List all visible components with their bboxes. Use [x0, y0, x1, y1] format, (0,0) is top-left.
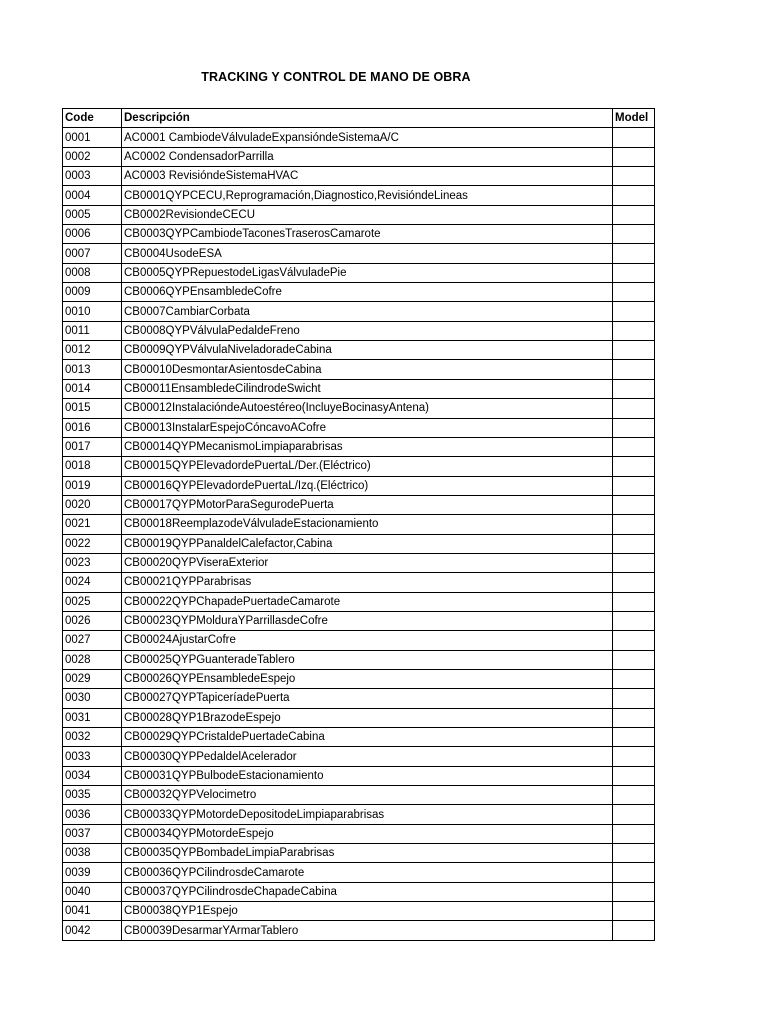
cell-description: CB00035QYPBombadeLimpiaParabrisas [122, 844, 613, 863]
labor-table [62, 108, 655, 941]
table-row [63, 495, 655, 514]
cell-description: CB00011EnsambledeCilindrodeSwicht [122, 379, 613, 398]
cell-model [613, 786, 655, 805]
table-row [63, 650, 655, 669]
cell-model [613, 611, 655, 630]
cell-description: CB00023QYPMolduraYParrillasdeCofre [122, 611, 613, 630]
cell-description: CB0006QYPEnsambledeCofre [122, 283, 613, 302]
cell-model [613, 708, 655, 727]
table-body [63, 128, 655, 940]
cell-description: CB0008QYPVálvulaPedaldeFreno [122, 321, 613, 340]
table-header-row [63, 109, 655, 128]
table-row [63, 553, 655, 572]
table-row [63, 225, 655, 244]
cell-code: 0035 [63, 786, 122, 805]
table-row [63, 379, 655, 398]
cell-description: CB0004UsodeESA [122, 244, 613, 263]
cell-model [613, 805, 655, 824]
cell-description: CB00012InstalacióndeAutoestéreo(IncluyeBocinasyAntena) [122, 399, 613, 418]
cell-code: 0025 [63, 592, 122, 611]
cell-model [613, 321, 655, 340]
cell-model [613, 437, 655, 456]
cell-model [613, 225, 655, 244]
cell-model [613, 592, 655, 611]
table-row [63, 263, 655, 282]
cell-model [613, 128, 655, 147]
cell-code: 0040 [63, 882, 122, 901]
table-row [63, 147, 655, 166]
cell-code: 0023 [63, 553, 122, 572]
cell-model [613, 244, 655, 263]
cell-description: CB00029QYPCristaldePuertadeCabina [122, 728, 613, 747]
table-row [63, 302, 655, 321]
table-row [63, 669, 655, 688]
cell-model [613, 476, 655, 495]
cell-code: 0024 [63, 573, 122, 592]
cell-description: CB00013InstalarEspejoCóncavoACofre [122, 418, 613, 437]
cell-description: CB00036QYPCilindrosdeCamarote [122, 863, 613, 882]
cell-model [613, 302, 655, 321]
cell-model [613, 360, 655, 379]
cell-model [613, 534, 655, 553]
table-row [63, 205, 655, 224]
table-row [63, 418, 655, 437]
table-row [63, 476, 655, 495]
table-row [63, 341, 655, 360]
cell-description: CB00027QYPTapiceríadePuerta [122, 689, 613, 708]
table-row [63, 902, 655, 921]
table-row [63, 186, 655, 205]
cell-description: CB00039DesarmarYArmarTablero [122, 921, 613, 940]
cell-model [613, 747, 655, 766]
cell-model [613, 167, 655, 186]
cell-code: 0012 [63, 341, 122, 360]
cell-model [613, 457, 655, 476]
table-row [63, 321, 655, 340]
cell-description: CB00037QYPCilindrosdeChapadeCabina [122, 882, 613, 901]
cell-code: 0014 [63, 379, 122, 398]
cell-code: 0039 [63, 863, 122, 882]
cell-code: 0037 [63, 824, 122, 843]
table-row [63, 766, 655, 785]
cell-model [613, 844, 655, 863]
table-row [63, 844, 655, 863]
cell-code: 0001 [63, 128, 122, 147]
cell-code: 0042 [63, 921, 122, 940]
cell-description: CB00038QYP1Espejo [122, 902, 613, 921]
cell-description: CB0003QYPCambiodeTaconesTraserosCamarote [122, 225, 613, 244]
cell-description: CB00017QYPMotorParaSegurodePuerta [122, 495, 613, 514]
cell-code: 0011 [63, 321, 122, 340]
table-row [63, 399, 655, 418]
table-row [63, 128, 655, 147]
cell-model [613, 263, 655, 282]
cell-model [613, 399, 655, 418]
cell-model [613, 863, 655, 882]
cell-code: 0027 [63, 631, 122, 650]
table-row [63, 824, 655, 843]
cell-description: CB00028QYP1BrazodeEspejo [122, 708, 613, 727]
cell-description: AC0001 CambiodeVálvuladeExpansióndeSistemaA/C [122, 128, 613, 147]
cell-code: 0019 [63, 476, 122, 495]
column-header-description: Descripción [122, 109, 613, 128]
column-header-model: Model [613, 109, 655, 128]
table-row [63, 283, 655, 302]
cell-model [613, 650, 655, 669]
cell-code: 0031 [63, 708, 122, 727]
table-row [63, 457, 655, 476]
cell-description: CB00026QYPEnsambledeEspejo [122, 669, 613, 688]
cell-description: CB00010DesmontarAsientosdeCabina [122, 360, 613, 379]
cell-model [613, 669, 655, 688]
cell-code: 0021 [63, 515, 122, 534]
table-row [63, 631, 655, 650]
cell-description: CB0001QYPCECU,Reprogramación,Diagnostico,RevisióndeLineas [122, 186, 613, 205]
table-row [63, 611, 655, 630]
cell-description: AC0003 RevisióndeSistemaHVAC [122, 167, 613, 186]
table-row [63, 515, 655, 534]
cell-model [613, 689, 655, 708]
cell-description: CB00020QYPViseraExterior [122, 553, 613, 572]
cell-model [613, 205, 655, 224]
cell-description: CB00016QYPElevadordePuertaL/Izq.(Eléctrico) [122, 476, 613, 495]
cell-description: AC0002 CondensadorParrilla [122, 147, 613, 166]
cell-model [613, 824, 655, 843]
cell-code: 0036 [63, 805, 122, 824]
cell-description: CB00031QYPBulbodeEstacionamiento [122, 766, 613, 785]
cell-model [613, 553, 655, 572]
cell-code: 0006 [63, 225, 122, 244]
cell-model [613, 147, 655, 166]
cell-code: 0009 [63, 283, 122, 302]
table-row [63, 805, 655, 824]
table-row [63, 534, 655, 553]
cell-code: 0004 [63, 186, 122, 205]
cell-model [613, 728, 655, 747]
table-row [63, 573, 655, 592]
cell-code: 0030 [63, 689, 122, 708]
cell-code: 0016 [63, 418, 122, 437]
cell-code: 0022 [63, 534, 122, 553]
table-row [63, 863, 655, 882]
table-row [63, 882, 655, 901]
cell-description: CB00019QYPPanaldelCalefactor,Cabina [122, 534, 613, 553]
cell-description: CB0009QYPVálvulaNiveladoradeCabina [122, 341, 613, 360]
cell-description: CB00025QYPGuanteradeTablero [122, 650, 613, 669]
cell-code: 0003 [63, 167, 122, 186]
table-row [63, 708, 655, 727]
cell-description: CB0005QYPRepuestodeLigasVálvuladePie [122, 263, 613, 282]
cell-model [613, 573, 655, 592]
cell-model [613, 283, 655, 302]
cell-description: CB0002RevisiondeCECU [122, 205, 613, 224]
table-row [63, 244, 655, 263]
cell-code: 0008 [63, 263, 122, 282]
cell-description: CB00032QYPVelocimetro [122, 786, 613, 805]
cell-code: 0018 [63, 457, 122, 476]
cell-code: 0029 [63, 669, 122, 688]
cell-description: CB00018ReemplazodeVálvuladeEstacionamiento [122, 515, 613, 534]
cell-code: 0015 [63, 399, 122, 418]
cell-code: 0038 [63, 844, 122, 863]
cell-model [613, 631, 655, 650]
cell-description: CB00033QYPMotordeDepositodeLimpiaparabrisas [122, 805, 613, 824]
cell-description: CB00014QYPMecanismoLimpiaparabrisas [122, 437, 613, 456]
cell-code: 0017 [63, 437, 122, 456]
cell-model [613, 766, 655, 785]
table-row [63, 167, 655, 186]
cell-code: 0034 [63, 766, 122, 785]
table-row [63, 689, 655, 708]
cell-description: CB00015QYPElevadordePuertaL/Der.(Eléctrico) [122, 457, 613, 476]
cell-model [613, 379, 655, 398]
cell-description: CB00030QYPPedaldelAcelerador [122, 747, 613, 766]
cell-code: 0028 [63, 650, 122, 669]
cell-code: 0007 [63, 244, 122, 263]
cell-description: CB00024AjustarCofre [122, 631, 613, 650]
cell-code: 0010 [63, 302, 122, 321]
cell-model [613, 186, 655, 205]
cell-code: 0026 [63, 611, 122, 630]
cell-code: 0002 [63, 147, 122, 166]
cell-model [613, 341, 655, 360]
table-row [63, 437, 655, 456]
cell-code: 0020 [63, 495, 122, 514]
cell-description: CB00022QYPChapadePuertadeCamarote [122, 592, 613, 611]
table-row [63, 360, 655, 379]
table-row [63, 747, 655, 766]
table-row [63, 921, 655, 940]
cell-model [613, 418, 655, 437]
cell-model [613, 495, 655, 514]
cell-description: CB0007CambiarCorbata [122, 302, 613, 321]
cell-model [613, 515, 655, 534]
column-header-code: Code [63, 109, 122, 128]
cell-description: CB00034QYPMotordeEspejo [122, 824, 613, 843]
cell-code: 0005 [63, 205, 122, 224]
cell-model [613, 902, 655, 921]
cell-code: 0032 [63, 728, 122, 747]
cell-description: CB00021QYPParabrisas [122, 573, 613, 592]
table-row [63, 728, 655, 747]
table-row [63, 786, 655, 805]
table-row [63, 592, 655, 611]
cell-model [613, 921, 655, 940]
document-title: TRACKING Y CONTROL DE MANO DE OBRA [201, 70, 471, 84]
cell-code: 0033 [63, 747, 122, 766]
cell-code: 0013 [63, 360, 122, 379]
cell-code: 0041 [63, 902, 122, 921]
cell-model [613, 882, 655, 901]
